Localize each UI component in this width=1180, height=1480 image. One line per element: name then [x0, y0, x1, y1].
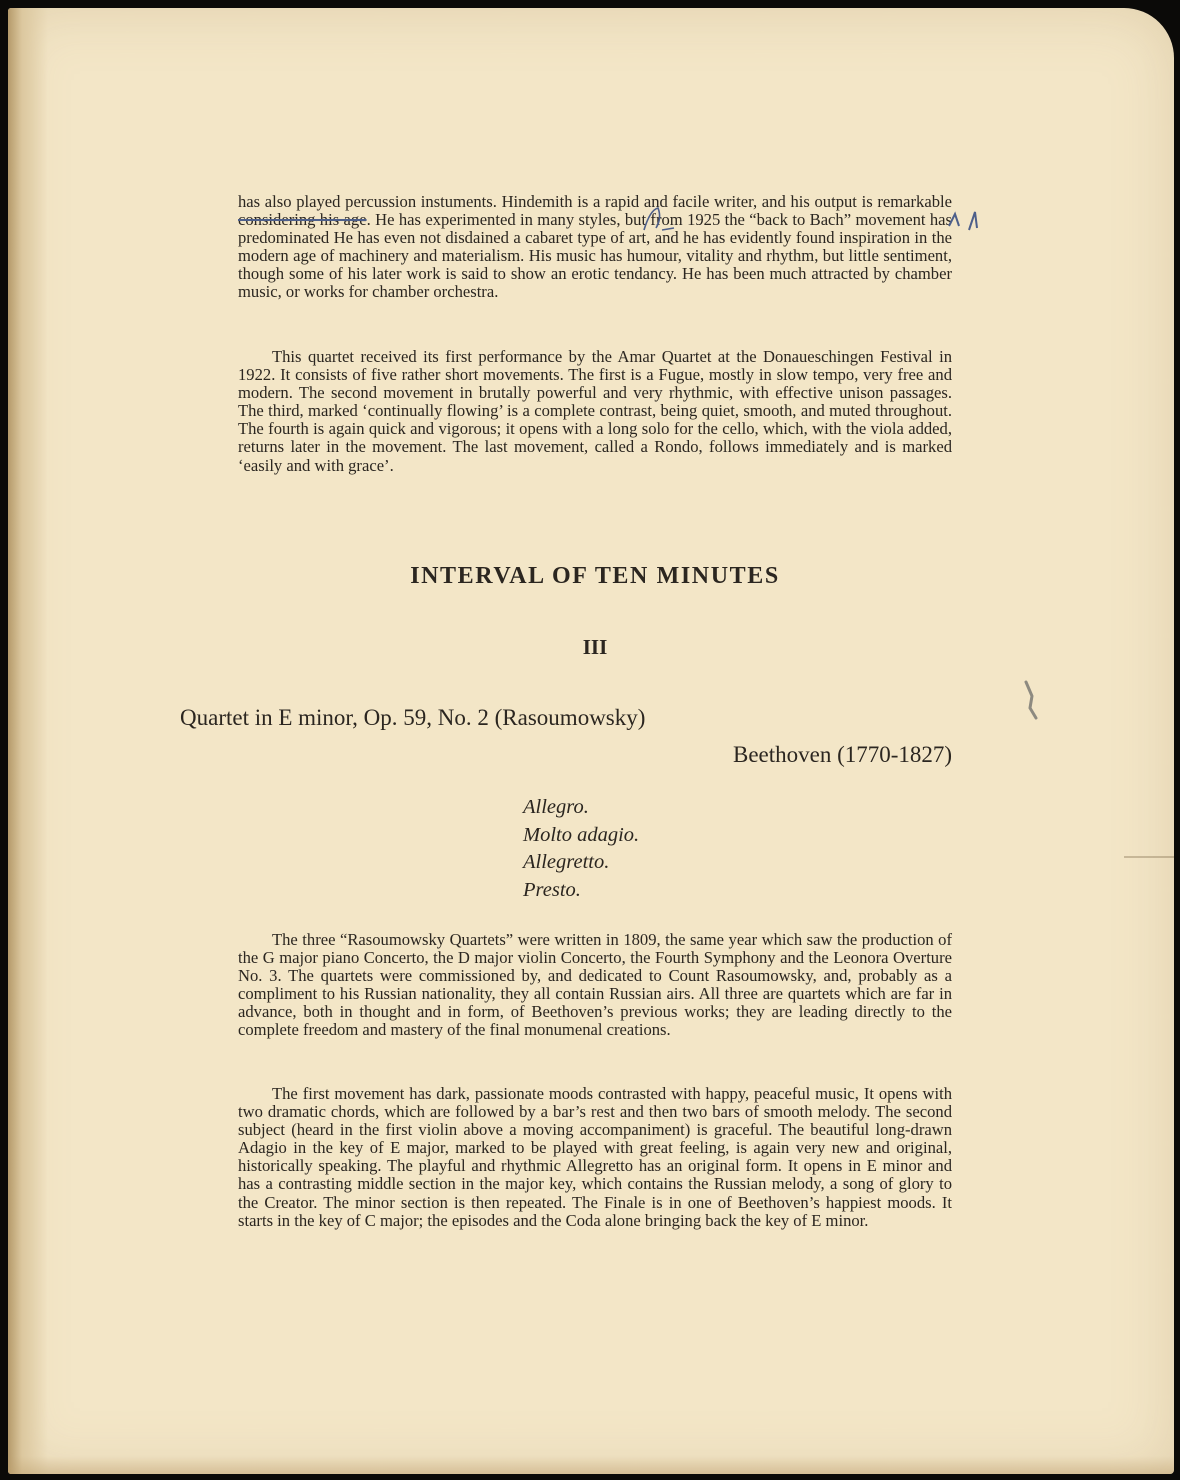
movement-item: Molto adagio.	[523, 823, 640, 846]
program-page	[8, 8, 1174, 1474]
hindemith-quartet-paragraph: This quartet received its first performance by the Amar Quartet at the Donaueschingen Festival in 1922. It consists of five rather short movements. The first is a Fugue, mostly in slow tempo, very free and modern. The second movement in brutally powerful and very rhythmic, with effective unison passages. The third, marked ‘continually flowing’ is a complete contrast, being quiet, smooth, and muted throughout. The fourth is again quick and vigorous; it opens with a long solo for the cello, which, with the viola added, returns later in the movement. The last movement, called a Rondo, follows immediately and is marked ‘easily and with grace’.	[238, 347, 952, 475]
paragraph-1-part-b: Hindemith is a rapid and facile writer, and his output is remarkable	[496, 192, 952, 211]
movement-item: Allegretto.	[523, 851, 610, 873]
work-title: Quartet in E minor, Op. 59, No. 2 (Rasoumowsky)	[180, 705, 646, 730]
composer-name: Beethoven (1770-1827)	[733, 742, 953, 767]
hindemith-paragraph-continued	[238, 193, 952, 302]
spine-shadow	[8, 8, 48, 1474]
ink-smudge-icon	[1022, 678, 1042, 722]
interval-heading: INTERVAL OF TEN MINUTES	[410, 563, 780, 589]
struck-through-phrase: considering his age	[238, 210, 367, 230]
paragraph-1-part-a: has also played percussion instuments.	[238, 192, 497, 211]
paragraph-1-part-c: . He has experimented in many styles, but from 1925 the “back to Bach” movement has predominated He has even not disdained a cabaret type of art, and he has evidently found inspiration in the modern age of machinery and materialism. His music has humour, vitality and rhythm, but little sentiment, though some of his later work is said to show an erotic tendancy. He has been much attracted by chamber music, or works for chamber orchestra.	[238, 210, 953, 302]
rasoumowsky-history-paragraph: The three “Rasoumowsky Quartets” were written in 1809, the same year which saw the production of the G major piano Concerto, the D major violin Concerto, the Fourth Symphony and the Leonora Overture No. 3. The quartets were commissioned by, and dedicated to Count Rasoumowsky, and, probably as a compliment to his Russian nationality, they all contain Russian airs. All three are quartets which are far in advance, both in thought and in form, of Beethoven’s previous works; they are leading directly to the complete freedom and mastery of the final monumenal creations.	[238, 930, 952, 1040]
part-number: III	[582, 635, 608, 659]
movement-list	[523, 794, 639, 904]
movement-item: Presto.	[523, 878, 581, 901]
movement-description-paragraph: The first movement has dark, passionate moods contrasted with happy, peaceful music, It opens with two dramatic chords, which are followed by a bar’s rest and then two bars of smooth melody. The second subject (heard in the first violin above a moving accompaniment) is graceful. The beautiful long-drawn Adagio in the key of E major, marked to be played with great feeling, is again very new and original, historically speaking. The playful and rhythmic Allegretto has an original form. It opens in E minor and has a contrasting middle section in the major key, which contains the Russian melody, a song of glory to the Creator. The minor section is then repeated. The Finale is in one of Beethoven’s happiest moods. It starts in the key of C major; the episodes and the Coda alone bringing back the key of E minor.	[238, 1084, 952, 1230]
bottom-shadow	[8, 1456, 1174, 1474]
movement-item: Allegro.	[523, 796, 589, 818]
page-edge-mark	[1124, 856, 1174, 858]
